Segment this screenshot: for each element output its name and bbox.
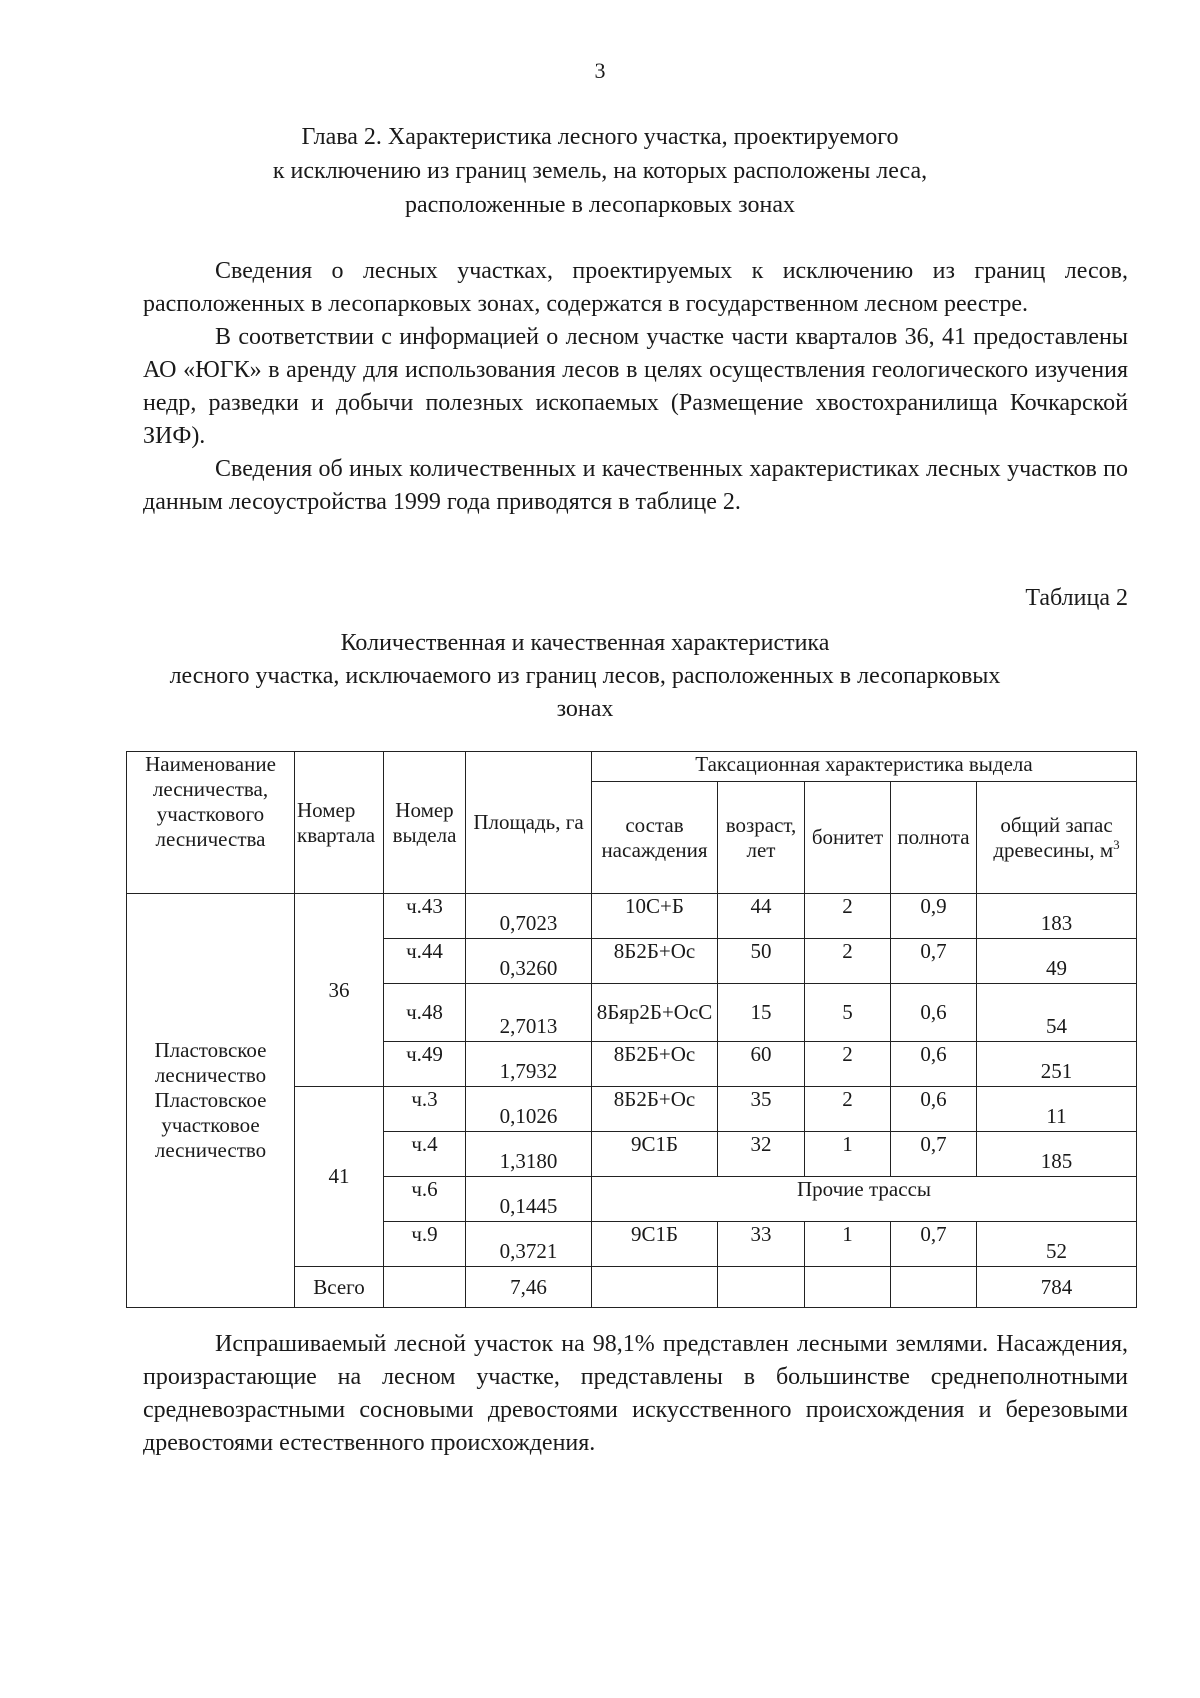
table-caption-line: зонах bbox=[556, 696, 614, 722]
section-cell: ч.49 bbox=[384, 1042, 466, 1087]
composition-cell: 8Бяр2Б+ОсС bbox=[592, 984, 718, 1042]
total-empty bbox=[592, 1267, 718, 1308]
quarter-cell: 36 bbox=[295, 894, 384, 1087]
bonitet-cell: 2 bbox=[805, 939, 891, 984]
table-caption-line: Количественная и качественная характеристика bbox=[340, 630, 830, 656]
area-cell: 1,3180 bbox=[466, 1132, 592, 1177]
total-stock: 784 bbox=[977, 1267, 1137, 1308]
closing-text bbox=[143, 1328, 1128, 1460]
page-number: 3 bbox=[594, 58, 606, 83]
area-cell: 0,1026 bbox=[466, 1087, 592, 1132]
table-caption-line: лесного участка, исключаемого из границ лесов, расположенных в лесопарковых bbox=[169, 663, 1001, 689]
bonitet-cell: 5 bbox=[805, 984, 891, 1042]
age-cell: 35 bbox=[718, 1087, 805, 1132]
stock-cell: 251 bbox=[977, 1042, 1137, 1087]
bonitet-cell: 1 bbox=[805, 1132, 891, 1177]
section-cell: ч.43 bbox=[384, 894, 466, 939]
section-cell: ч.6 bbox=[384, 1177, 466, 1222]
age-cell: 33 bbox=[718, 1222, 805, 1267]
paragraph: Сведения о лесных участках, проектируемых к исключению из границ лесов, расположенных в лесопарковых зонах, содержатся в государственном лесном реестре. bbox=[143, 258, 1128, 317]
composition-cell: 9С1Б bbox=[592, 1132, 718, 1177]
area-cell: 1,7932 bbox=[466, 1042, 592, 1087]
age-cell: 60 bbox=[718, 1042, 805, 1087]
density-cell: 0,6 bbox=[891, 984, 977, 1042]
paragraph: В соответствии с информацией о лесном участке части кварталов 36, 41 предоставлены АО «ЮГК» в аренду для использования лесов в целях осуществления геологического изучения недр, разведки и добычи полезных ископаемых (Размещение хвостохранилища Кочкарской ЗИФ). bbox=[143, 324, 1128, 449]
header-composition: состав насаждения bbox=[592, 782, 718, 894]
bonitet-cell: 2 bbox=[805, 894, 891, 939]
chapter-title-line: Глава 2. Характеристика лесного участка, проектируемого bbox=[301, 124, 899, 150]
total-empty bbox=[805, 1267, 891, 1308]
density-cell: 0,9 bbox=[891, 894, 977, 939]
total-area: 7,46 bbox=[466, 1267, 592, 1308]
header-stock-unit-sup: 3 bbox=[1113, 836, 1120, 852]
stock-cell: 54 bbox=[977, 984, 1137, 1042]
section-cell: ч.9 bbox=[384, 1222, 466, 1267]
total-section-empty bbox=[384, 1267, 466, 1308]
age-cell: 50 bbox=[718, 939, 805, 984]
density-cell: 0,7 bbox=[891, 939, 977, 984]
quarter-cell: 41 bbox=[295, 1087, 384, 1267]
composition-cell: 9С1Б bbox=[592, 1222, 718, 1267]
bonitet-cell: 2 bbox=[805, 1087, 891, 1132]
stock-cell: 52 bbox=[977, 1222, 1137, 1267]
other-use-cell: Прочие трассы bbox=[592, 1177, 1137, 1222]
section-cell: ч.48 bbox=[384, 984, 466, 1042]
total-empty bbox=[891, 1267, 977, 1308]
stock-cell: 183 bbox=[977, 894, 1137, 939]
chapter-title-line: расположенные в лесопарковых зонах bbox=[404, 192, 796, 218]
age-cell: 44 bbox=[718, 894, 805, 939]
density-cell: 0,7 bbox=[891, 1222, 977, 1267]
age-cell: 32 bbox=[718, 1132, 805, 1177]
total-label: Всего bbox=[295, 1267, 384, 1308]
bonitet-cell: 1 bbox=[805, 1222, 891, 1267]
paragraph: Сведения об иных количественных и качественных характеристиках лесных участков по данным лесоустройства 1999 года приводятся в таблице 2. bbox=[143, 456, 1128, 515]
table-caption bbox=[60, 627, 1110, 726]
header-taxation: Таксационная характеристика выдела bbox=[592, 752, 1137, 782]
bonitet-cell: 2 bbox=[805, 1042, 891, 1087]
section-cell: ч.4 bbox=[384, 1132, 466, 1177]
composition-cell: 8Б2Б+Ос bbox=[592, 939, 718, 984]
composition-cell: 10С+Б bbox=[592, 894, 718, 939]
header-stock bbox=[977, 782, 1137, 894]
area-cell: 0,7023 bbox=[466, 894, 592, 939]
stock-cell: 49 bbox=[977, 939, 1137, 984]
chapter-title bbox=[100, 120, 1100, 222]
header-forestry-name: Наименование лесничества, участкового лесничества bbox=[127, 752, 295, 894]
area-cell: 0,1445 bbox=[466, 1177, 592, 1222]
stock-cell: 11 bbox=[977, 1087, 1137, 1132]
header-section-number: Номер выдела bbox=[384, 752, 466, 894]
total-empty bbox=[718, 1267, 805, 1308]
composition-cell: 8Б2Б+Ос bbox=[592, 1042, 718, 1087]
header-quarter-number: Номер квартала bbox=[295, 752, 384, 894]
intro-text bbox=[143, 255, 1128, 519]
density-cell: 0,7 bbox=[891, 1132, 977, 1177]
section-cell: ч.44 bbox=[384, 939, 466, 984]
table-row bbox=[127, 894, 1137, 939]
stock-cell: 185 bbox=[977, 1132, 1137, 1177]
header-area: Площадь, га bbox=[466, 752, 592, 894]
forest-characteristics-table bbox=[126, 751, 1137, 1308]
section-cell: ч.3 bbox=[384, 1087, 466, 1132]
header-density: полнота bbox=[891, 782, 977, 894]
header-age: возраст, лет bbox=[718, 782, 805, 894]
area-cell: 0,3721 bbox=[466, 1222, 592, 1267]
density-cell: 0,6 bbox=[891, 1042, 977, 1087]
chapter-title-line: к исключению из границ земель, на которых расположены леса, bbox=[272, 158, 928, 184]
age-cell: 15 bbox=[718, 984, 805, 1042]
header-stock-text: общий запас древесины, м bbox=[993, 812, 1114, 862]
area-cell: 0,3260 bbox=[466, 939, 592, 984]
table-label: Таблица 2 bbox=[1025, 585, 1128, 611]
forestry-name-cell: Пластовское лесничество Пластовское участковое лесничество bbox=[127, 894, 295, 1308]
area-cell: 2,7013 bbox=[466, 984, 592, 1042]
composition-cell: 8Б2Б+Ос bbox=[592, 1087, 718, 1132]
header-bonitet: бонитет bbox=[805, 782, 891, 894]
paragraph: Испрашиваемый лесной участок на 98,1% представлен лесными землями. Насаждения, произрастающие на лесном участке, представлены в большинстве среднеполнотными средневозрастными сосновыми древостоями искусственного происхождения и березовыми древостоями естественного происхождения. bbox=[143, 1331, 1128, 1456]
density-cell: 0,6 bbox=[891, 1087, 977, 1132]
